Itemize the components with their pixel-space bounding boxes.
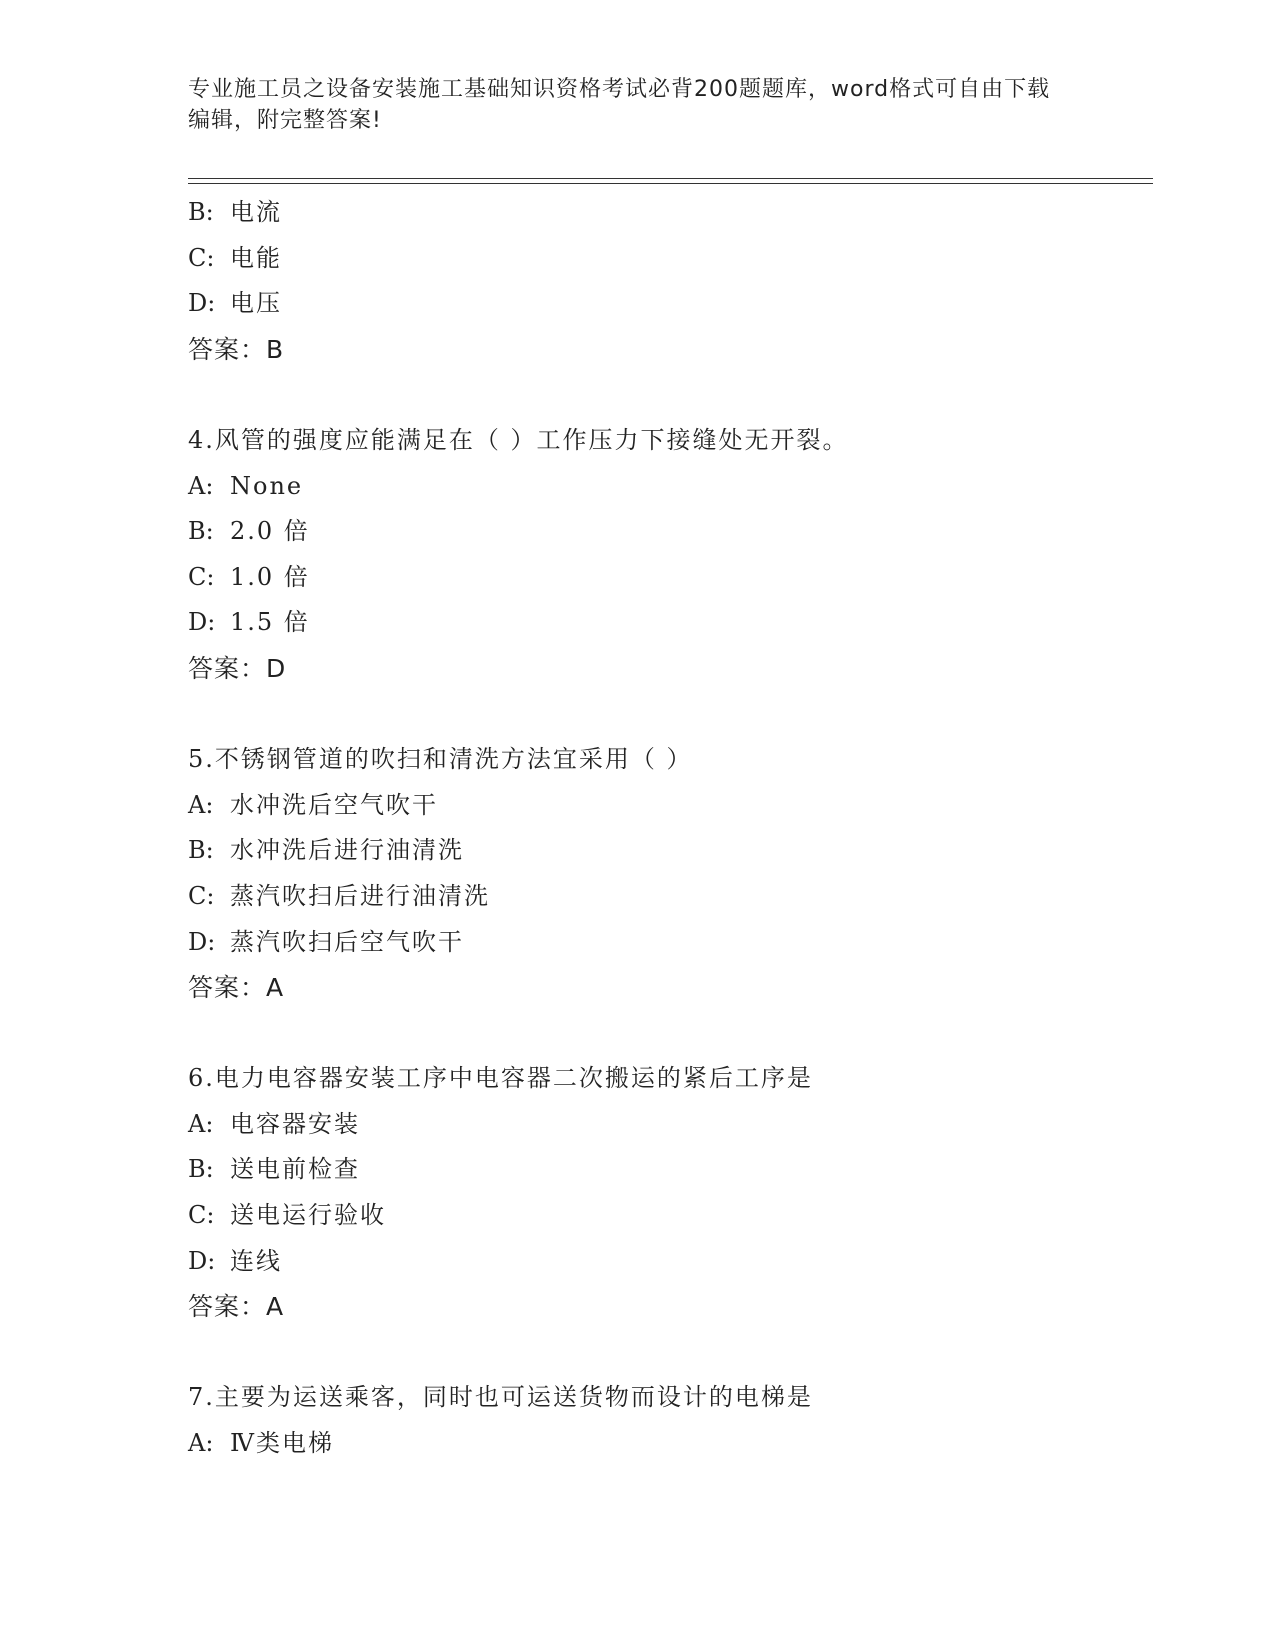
option-prefix: B: — [188, 517, 214, 546]
option-text: None — [230, 471, 304, 500]
option-prefix: C: — [188, 881, 215, 910]
question-block — [188, 1375, 1153, 1466]
answer-line: 答案：B — [188, 334, 285, 364]
header-divider-top — [188, 178, 1153, 179]
option-text: 电流 — [230, 198, 282, 226]
option-prefix: B: — [188, 1155, 214, 1184]
option-line — [188, 783, 1153, 829]
option-prefix: D: — [188, 1246, 216, 1275]
block-spacer — [188, 1330, 1153, 1376]
option-prefix: D: — [188, 927, 216, 956]
option-line — [188, 600, 1153, 646]
option-prefix: A: — [188, 471, 214, 500]
question-text: 6.电力电容器安装工序中电容器二次搬运的紧后工序是 — [188, 1064, 813, 1093]
question-text: 5.不锈钢管道的吹扫和清洗方法宜采用（ ） — [188, 745, 693, 774]
option-prefix: C: — [188, 562, 215, 591]
question-block — [188, 1056, 1153, 1330]
question-block — [188, 737, 1153, 1011]
option-text: 1.5 倍 — [230, 608, 310, 637]
answer-line: 答案：A — [188, 973, 285, 1003]
header-divider-bottom — [188, 183, 1153, 184]
option-line — [188, 509, 1153, 555]
option-prefix: A: — [188, 1109, 214, 1138]
option-line — [188, 1239, 1153, 1285]
option-line — [188, 1147, 1153, 1193]
option-text: 蒸汽吹扫后空气吹干 — [230, 927, 464, 956]
option-prefix: D: — [188, 608, 216, 637]
option-prefix: C: — [188, 1201, 215, 1230]
option-prefix: B: — [188, 198, 214, 226]
option-text: 电压 — [230, 289, 282, 318]
block-spacer — [188, 372, 1153, 418]
option-prefix: A: — [188, 790, 214, 819]
block-spacer — [188, 1011, 1153, 1057]
option-line — [188, 236, 1153, 282]
option-line — [188, 464, 1153, 510]
question-text: 7.主要为运送乘客，同时也可运送货物而设计的电梯是 — [188, 1383, 813, 1412]
option-line — [188, 190, 1153, 236]
question-list — [188, 190, 1153, 1467]
option-line — [188, 920, 1153, 966]
question-text: 4.风管的强度应能满足在（ ）工作压力下接缝处无开裂。 — [188, 425, 849, 454]
option-text: 送电运行验收 — [230, 1201, 386, 1230]
option-text: 水冲洗后进行油清洗 — [230, 836, 464, 865]
option-line — [188, 1421, 1153, 1467]
option-line — [188, 1193, 1153, 1239]
option-text: 水冲洗后空气吹干 — [230, 790, 438, 819]
option-text: 蒸汽吹扫后进行油清洗 — [230, 881, 490, 910]
option-text: 电容器安装 — [230, 1109, 360, 1138]
option-prefix: B: — [188, 836, 214, 865]
option-line — [188, 281, 1153, 327]
option-line — [188, 874, 1153, 920]
document-header: 专业施工员之设备安装施工基础知识资格考试必背200题题库，word格式可自由下载编辑，附完整答案! — [188, 77, 1051, 133]
block-spacer — [188, 692, 1153, 738]
option-prefix: A: — [188, 1429, 214, 1458]
option-prefix: D: — [188, 289, 216, 318]
answer-line: 答案：A — [188, 1292, 285, 1322]
question-block — [188, 418, 1153, 692]
option-text: 1.0 倍 — [230, 562, 310, 591]
option-text: 电能 — [230, 243, 282, 272]
option-prefix: C: — [188, 243, 215, 272]
answer-line: 答案：D — [188, 653, 287, 683]
option-text: 连线 — [230, 1246, 282, 1275]
option-line — [188, 1102, 1153, 1148]
question-block — [188, 190, 1153, 372]
option-text: 2.0 倍 — [230, 517, 310, 546]
option-line — [188, 555, 1153, 601]
option-text: 送电前检查 — [230, 1155, 360, 1184]
option-line — [188, 828, 1153, 874]
option-text: Ⅳ类电梯 — [230, 1429, 334, 1458]
